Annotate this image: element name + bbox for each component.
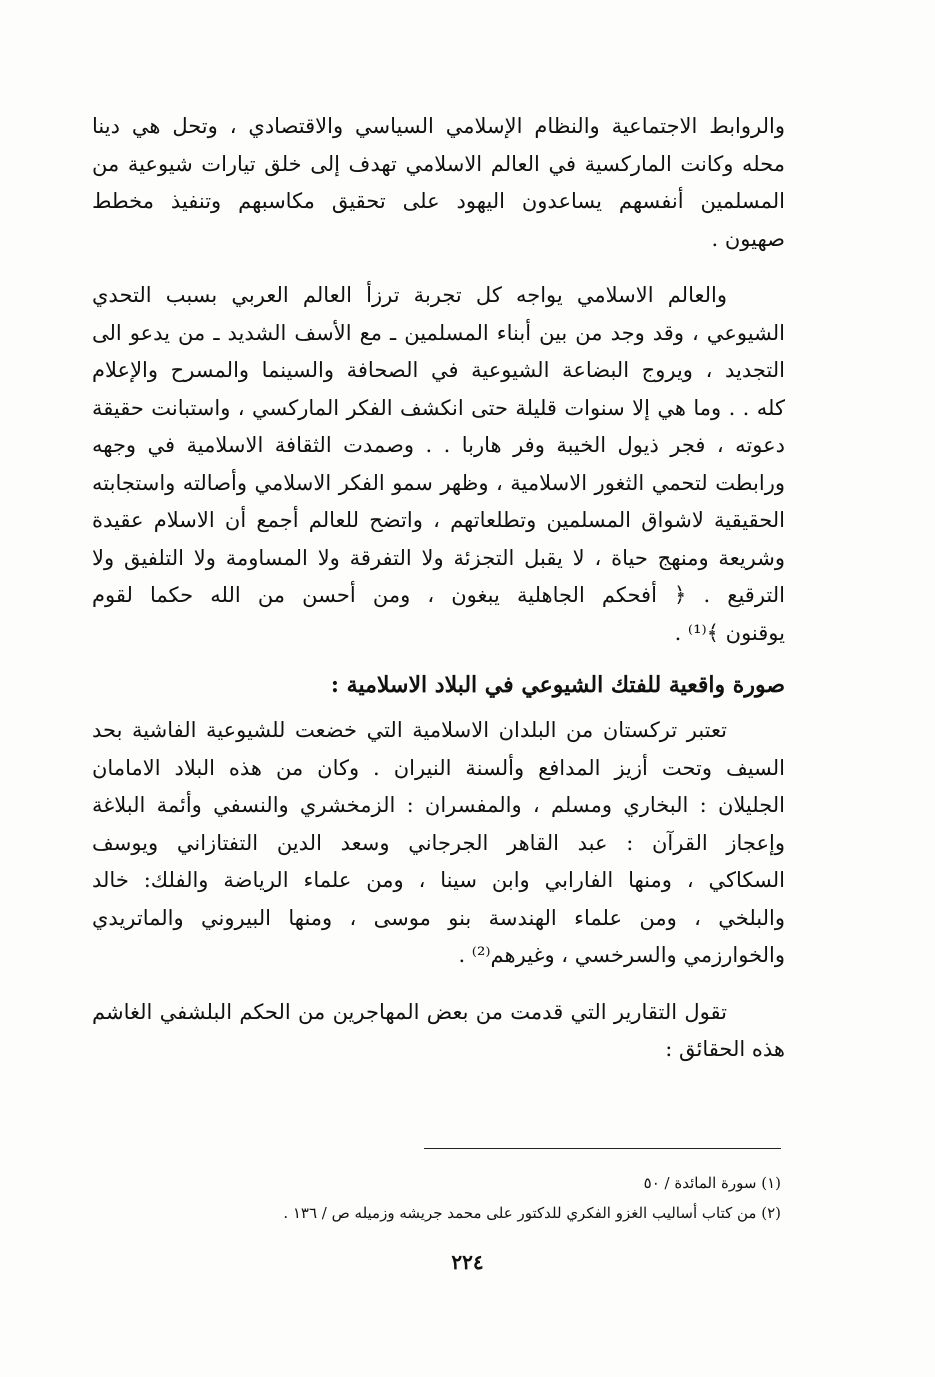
footnote-separator: [424, 1148, 781, 1149]
footnotes: [81, 1168, 781, 1228]
text-line: صهيون .: [711, 226, 785, 251]
text-line: كله . . وما هي إلا سنوات قليلة حتى انكشف الفكر الماركسي ، واستبانت حقيقة: [92, 395, 785, 420]
text-line: يوقنون ﴾⁽¹⁾ .: [674, 620, 785, 645]
footnote-1: (١) سورة المائدة / ٥٠: [643, 1174, 781, 1192]
text-line: محله وكانت الماركسية في العالم الاسلامي تهدف إلى خلق تيارات شيوعية من: [92, 151, 785, 176]
text-line: وشريعة ومنهج حياة ، لا يقبل التجزئة ولا التفرقة ولا المساومة ولا التلفيق ولا: [92, 545, 785, 570]
paragraph-2: [92, 277, 785, 652]
text-line: هذه الحقائق :: [665, 1037, 785, 1061]
text-line: والخوارزمي والسرخسي ، وغيرهم⁽²⁾ .: [458, 943, 785, 967]
text-line: والعالم الاسلامي يواجه كل تجربة ترزأ العالم العربي بسبب التحدي: [92, 283, 727, 307]
text-line: الشيوعي ، وقد وجد من بين أبناء المسلمين ـ مع الأسف الشديد ـ من يدعو الى: [92, 320, 785, 345]
text-line: السيف وتحت أزيز المدافع وألسنة النيران . وكان من هذه البلاد الامامان: [92, 755, 785, 780]
text-line: وإعجاز القرآن : عبد القاهر الجرجاني وسعد الدين التفتازاني ويوسف: [92, 830, 785, 855]
section-heading: صورة واقعية للفتك الشيوعي في البلاد الاسلامية :: [330, 672, 785, 698]
footnote-2: (٢) من كتاب أساليب الغزو الفكري للدكتور على محمد جريشه وزميله ص / ١٣٦ .: [283, 1204, 781, 1222]
text-line: الترقيع . ﴿ أفحكم الجاهلية يبغون ، ومن أحسن من الله حكما لقوم: [92, 583, 785, 607]
text-line: ورابطت لتحمي الثغور الاسلامية ، وظهر سمو الفكر الاسلامي وأصالته واستجابته: [92, 470, 785, 495]
paragraph-3: [92, 712, 785, 975]
text-line: الحقيقية لاشواق المسلمين وتطلعاتهم ، واتضح للعالم أجمع أن الاسلام عقيدة: [92, 508, 785, 532]
page-number: ٢٢٤: [451, 1250, 484, 1274]
text-line: والبلخي ، ومن علماء الهندسة بنو موسى ، ومنها البيروني والماتريدي: [92, 905, 785, 930]
text-line: الجليلان : البخاري ومسلم ، والمفسران : الزمخشري والنسفي وأئمة البلاغة: [92, 793, 785, 817]
paragraph-1: [92, 108, 785, 258]
text-line: المسلمين أنفسهم يساعدون اليهود على تحقيق مكاسبهم وتنفيذ مخطط: [92, 189, 785, 213]
text-line: دعوته ، فجر ذيول الخيبة وفر هاربا . . وصمدت الثقافة الاسلامية في وجهه: [92, 433, 785, 457]
text-line: تقول التقارير التي قدمت من بعض المهاجرين من الحكم البلشفي الغاشم: [92, 999, 727, 1024]
text-line: والروابط الاجتماعية والنظام الإسلامي السياسي والاقتصادي ، وتحل هي دينا: [92, 114, 785, 138]
text-line: التجديد ، ويروج البضاعة الشيوعية في الصحافة والسينما والمسرح والإعلام: [92, 358, 785, 382]
paragraph-4: [92, 994, 785, 1069]
text-line: السكاكي ، ومنها الفارابي وابن سينا ، ومن علماء الرياضة والفلك: خالد: [92, 868, 785, 892]
text-line: تعتبر تركستان من البلدان الاسلامية التي خضعت للشيوعية الفاشية بحد: [92, 718, 727, 742]
